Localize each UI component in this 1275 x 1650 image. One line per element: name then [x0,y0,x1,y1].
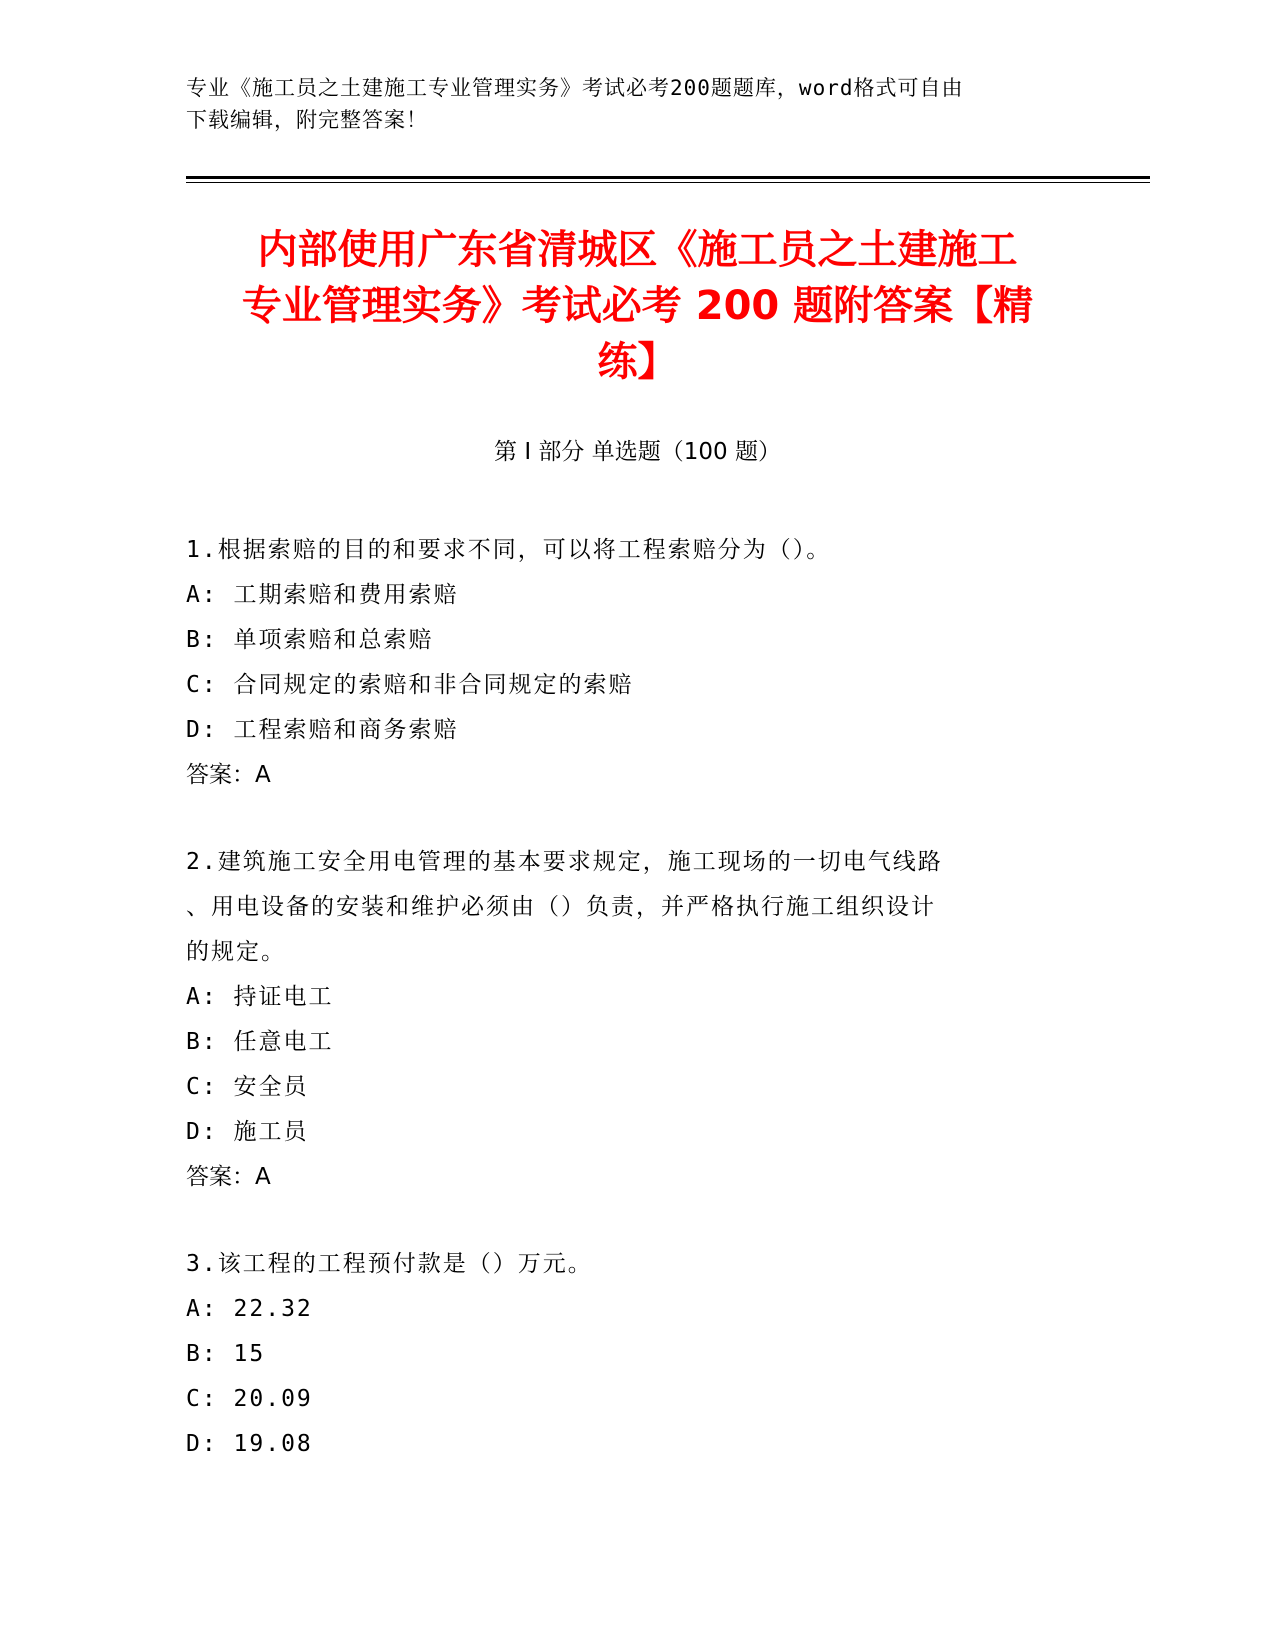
header-divider-thick [186,176,1150,179]
question-stem: 、用电设备的安装和维护必须由（）负责，并严格执行施工组织设计 [186,894,936,920]
title-line: 练】 [597,339,678,385]
header-note-line: 专业《施工员之土建施工专业管理实务》考试必考200题题库，word格式可自由 [186,76,964,100]
question-stem: 2.建筑施工安全用电管理的基本要求规定，施工现场的一切电气线路 [186,849,943,875]
question-item [186,528,1066,798]
option-a: A: 持证电工 [186,984,334,1010]
title-line: 内部使用广东省清城区《施工员之土建施工 [257,227,1018,273]
header-divider-thin [186,182,1150,183]
option-b: B: 15 [186,1341,266,1367]
answer-text: 答案：A [186,1164,271,1190]
question-stem: 3.该工程的工程预付款是（）万元。 [186,1251,593,1277]
option-d: D: 工程索赔和商务索赔 [186,717,459,743]
question-item [186,840,1066,1200]
option-c: C: 合同规定的索赔和非合同规定的索赔 [186,672,634,698]
option-d: D: 施工员 [186,1119,309,1145]
title-line: 专业管理实务》考试必考 200 题附答案【精 [241,283,1034,329]
question-list [186,528,1066,1509]
section-title: 第 I 部分 单选题（100 题） [494,439,781,465]
question-item [186,1242,1066,1467]
option-b: B: 单项索赔和总索赔 [186,627,434,653]
header-note [186,72,1066,136]
document-title [190,222,1085,390]
option-c: C: 20.09 [186,1386,313,1412]
option-d: D: 19.08 [186,1431,313,1457]
option-b: B: 任意电工 [186,1029,334,1055]
option-a: A: 工期索赔和费用索赔 [186,582,459,608]
question-stem: 1.根据索赔的目的和要求不同，可以将工程索赔分为（）。 [186,537,832,563]
answer-text: 答案：A [186,762,271,788]
header-note-line: 下载编辑，附完整答案！ [186,108,428,132]
question-stem: 的规定。 [186,939,286,965]
option-c: C: 安全员 [186,1074,309,1100]
option-a: A: 22.32 [186,1296,313,1322]
